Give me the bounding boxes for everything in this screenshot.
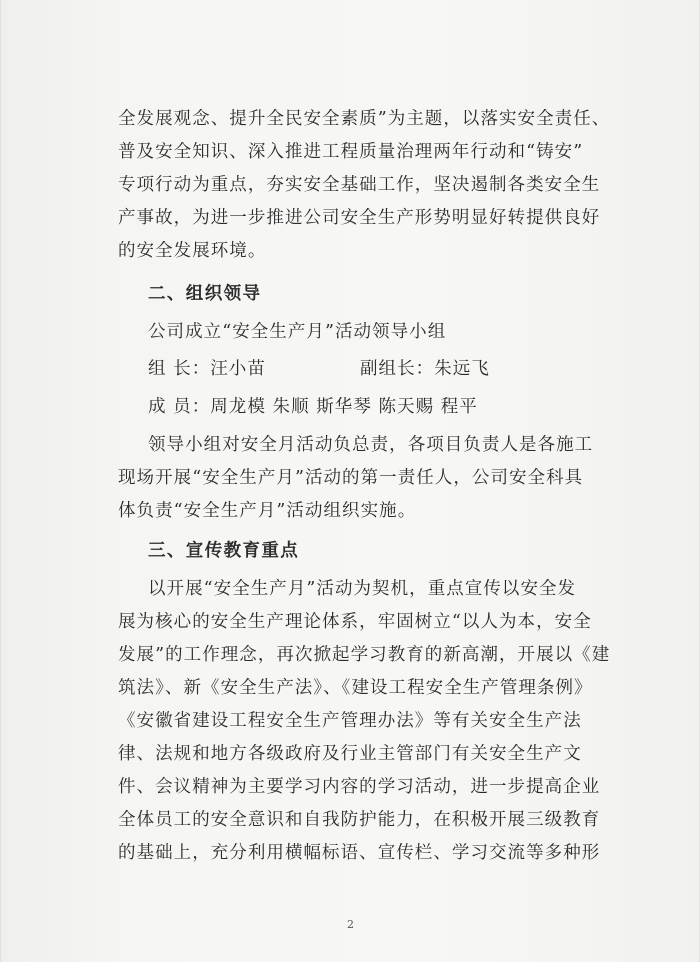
publicity-paragraph-line: 件、会议精神为主要学习内容的学习活动，进一步提高企业 bbox=[118, 777, 601, 797]
responsibility-line: 体负责“安全生产月”活动组织实施。 bbox=[118, 501, 417, 521]
publicity-paragraph-line: 的基础上，充分利用横幅标语、宣传栏、学习交流等多种形 bbox=[118, 843, 601, 863]
responsibility-line: 领导小组对安全月活动负总责，各项目负责人是各施工 bbox=[148, 435, 594, 455]
publicity-paragraph-line: 律、法规和地方各级政府及行业主管部门有关安全生产文 bbox=[118, 744, 582, 764]
page-number: 2 bbox=[347, 918, 354, 931]
group-leader: 组 长：汪小苗 bbox=[148, 359, 266, 379]
responsibility-line: 现场开展“安全生产月”活动的第一责任人，公司安全科具 bbox=[118, 468, 584, 488]
leadership-row bbox=[148, 354, 490, 384]
paragraph-line: 普及安全知识、深入推进工程质量治理两年行动和“铸安” bbox=[118, 142, 584, 162]
publicity-paragraph-line: 全体员工的安全意识和自我防护能力，在积极开展三级教育 bbox=[118, 810, 601, 830]
group-members: 成 员：周龙模 朱顺 斯华琴 陈天赐 程平 bbox=[148, 397, 478, 417]
publicity-paragraph-line: 展为核心的安全生产理论体系，牢固树立“以人为本，安全 bbox=[118, 612, 592, 632]
left-page-edge bbox=[0, 0, 1, 962]
organization-intro: 公司成立“安全生产月”活动领导小组 bbox=[148, 322, 447, 342]
publicity-paragraph-line: 筑法》、新《安全生产法》、《建设工程安全生产管理条例》 bbox=[118, 678, 593, 698]
section-heading-organization: 二、组织领导 bbox=[148, 284, 262, 304]
paragraph-line: 产事故，为进一步推进公司安全生产形势明显好转提供良好 bbox=[118, 208, 601, 228]
publicity-paragraph-line: 发展”的工作理念，再次掀起学习教育的新高潮，开展以《建 bbox=[118, 645, 611, 665]
paragraph-line: 的安全发展环境。 bbox=[118, 241, 267, 261]
deputy-group-leader: 副组长：朱远飞 bbox=[360, 359, 490, 379]
publicity-paragraph-line: 以开展“安全生产月”活动为契机，重点宣传以安全发 bbox=[148, 579, 577, 599]
paragraph-line: 专项行动为重点，夯实安全基础工作，坚决遏制各类安全生 bbox=[118, 175, 601, 195]
section-heading-publicity: 三、宣传教育重点 bbox=[148, 541, 300, 561]
paragraph-line: 全发展观念、提升全民安全素质”为主题，以落实安全责任、 bbox=[118, 109, 611, 129]
publicity-paragraph-line: 《安徽省建设工程安全生产管理办法》等有关安全生产法 bbox=[118, 711, 582, 731]
